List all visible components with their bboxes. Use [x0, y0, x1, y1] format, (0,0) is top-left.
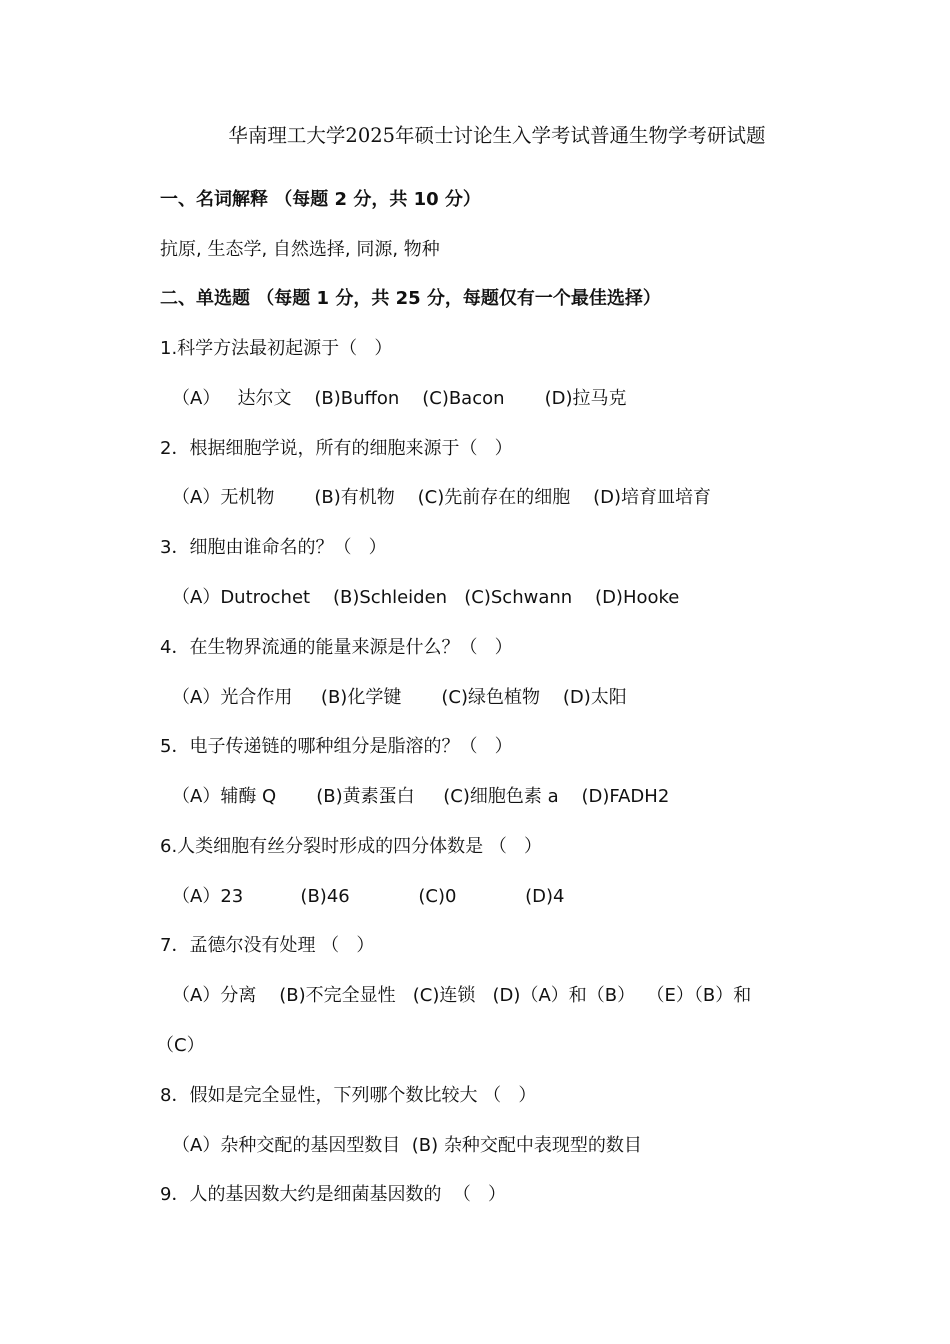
question-5-options: （A）辅酶 Q (B)黄素蛋白 (C)细胞色素 a (D)FADH2 [172, 786, 670, 807]
question-3-stem: 3．细胞由谁命名的？（ ） [160, 537, 387, 558]
question-1-stem: 1.科学方法最初起源于（ ） [160, 338, 393, 359]
question-2-stem: 2．根据细胞学说，所有的细胞来源于（ ） [160, 438, 513, 459]
question-1-options: （A） 达尔文 (B)Buffon (C)Bacon (D)拉马克 [172, 388, 627, 409]
question-7-options-continuation: （C） [156, 1035, 205, 1056]
section-heading-single-choice: 二、单选题 （每题 1 分，共 25 分，每题仅有一个最佳选择） [160, 288, 661, 309]
question-8-options: （A）杂种交配的基因型数目 (B) 杂种交配中表现型的数目 [172, 1135, 642, 1156]
question-9-stem: 9．人的基因数大约是细菌基因数的 （ ） [160, 1184, 507, 1205]
question-6-stem: 6.人类细胞有丝分裂时形成的四分体数是 （ ） [160, 836, 543, 857]
question-7-stem: 7．孟德尔没有处理 （ ） [160, 935, 375, 956]
section-heading-terms: 一、名词解释 （每题 2 分，共 10 分） [160, 189, 481, 210]
question-8-stem: 8．假如是完全显性，下列哪个数比较大 （ ） [160, 1085, 537, 1106]
question-2-options: （A）无机物 (B)有机物 (C)先前存在的细胞 (D)培育皿培育 [172, 487, 712, 508]
terms-list: 抗原, 生态学, 自然选择, 同源, 物种 [160, 239, 440, 260]
question-4-options: （A）光合作用 (B)化学键 (C)绿色植物 (D)太阳 [172, 687, 627, 708]
question-4-stem: 4．在生物界流通的能量来源是什么？（ ） [160, 637, 513, 658]
exam-title: 华南理工大学2025年硕士讨论生入学考试普通生物学考研试题 [228, 124, 766, 147]
question-3-options: （A）Dutrochet (B)Schleiden (C)Schwann (D)Hooke [172, 587, 680, 608]
question-6-options: （A）23 (B)46 (C)0 (D)4 [172, 886, 565, 907]
question-5-stem: 5．电子传递链的哪种组分是脂溶的？（ ） [160, 736, 513, 757]
question-7-options: （A）分离 (B)不完全显性 (C)连锁 (D)（A）和（B） （E）（B）和 [172, 985, 752, 1006]
